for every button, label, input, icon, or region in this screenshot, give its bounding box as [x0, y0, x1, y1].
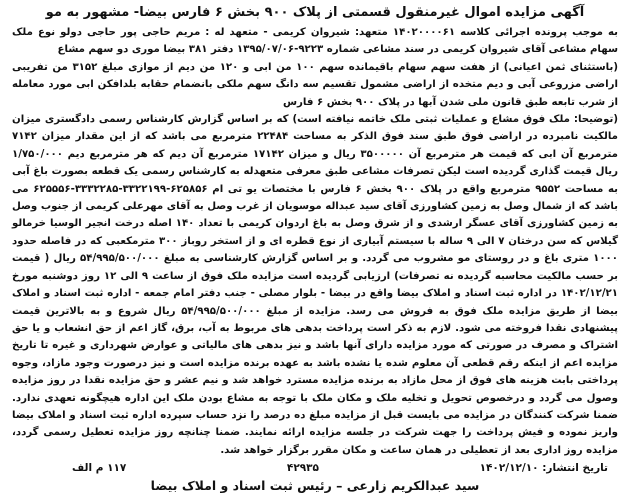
- notice-code: ۴۲۹۳۵: [286, 462, 319, 475]
- notice-paragraph-3: (توضیحا: ملک فوق مشاع و عملیات ثبتی ملک خاتمه نیافته است) که بر اساس گزارش کارشناس رسمی دادگستری میزان مالکیت نامبرده در اراضی فوق طبق سند فوق الذکر به مساحت ۲۲۴۸۴ مترمربع می باشد که از این مقدار میزان ۷۱۴۲ مترمربع آن ابی که قیمت هر مترمربع آن ۳۵۰۰۰۰۰ ریال و میزان ۱۷۱۴۲ مترمربع آن دیم که هر مترمربع دیم ۱/۷۵۰/۰۰۰ ریال قیمت گذاری گردیده است لیکن تصرفات مشاعی طبق معرفی متعهدله به کارشناس رسمی یک قطعه بصورت باغ آبی به مساحت ۹۵۵۲ مترمربع واقع در پلاک ۹۰۰ بخش ۶ فارس با مختصات یو تی ام ۶۲۵۸۵۶-۳۳۲۲۱۹۹-۳۳۳۲۲۸۵-۶۲۵۵۵۶ می باشد که از شمال وصل به زمین کشاورزی آقای سید عبداله موسویان از غرب وصل به آقای مهرعلی کریمی از جنوب وصل به زمین کشاورزی آقای عسگر ارشدی و از شرق وصل به باغ اردوان کریمی با تعداد ۱۴۰ اصله درخت انجیر الوسیا خرمالو گیلاس که سن درختان ۷ الی ۹ ساله با سیستم آبیاری از نوع قطره ای و از استخر روباز ۳۰۰ مترمکعبی که در فاصله حدود ۱۰۰۰ متری باغ و در روستای مو مشروب می گردد. و بر اساس گزارش کارشناسی به مبلغ ۵۴/۹۹۵/۵۰۰/۰۰۰ ریال ( قیمت بر حسب مالکیت محاسبه گردیده نه تصرفات) ارزیابی گردیده است مزایده ملک فوق از ساعت ۹ الی ۱۲ روز دوشنبه مورخ ۱۴۰۲/۱۲/۲۱ در اداره ثبت اسناد و املاک بیضا واقع در بیضا - بلوار مصلی - جنب دفتر امام جمعه - اداره ثبت اسناد و املاک بیضا از طریق مزایده ملک فوق به فروش می رسد. مزایده از مبلغ ۵۴/۹۹۵/۵۰۰/۰۰۰ ریال شروع و به بالاترین قیمت پیشنهادی نقدا فروخته می شود. لازم به ذکر است پرداخت بدهی های مربوط به آب، برق، گاز اعم از حق انشعاب و یا حق اشتراک و مصرف در صورتی که مورد مزایده دارای آنها باشد و نیز بدهی های مالیاتی و عوارض شهرداری و غیره تا تاریخ مزایده اعم از اینکه رقم قطعی آن معلوم شده یا نشده باشد به عهده برنده مزایده است و نیز درصورت وجود مازاد، وجوه پرداختی بابت هزینه های فوق از محل مازاد به برنده مزایده مسترد خواهد شد و نیم عشر و حق مزایده نقدا در روز مزایده وصول می گردد و درخصوص تحویل و تخلیه ملک و مکان ملک با توجه به مشاع بودن ملک این اداره هیچگونه تعهدی ندارد. ضمنا شرکت کنندگان در مزایده می بایست قبل از مزایده مبلغ ده درصد را نزد حساب سپرده اداره ثبت اسناد و املاک بیضا واریز نموده و فیش پرداخت را جهت شرکت در جلسه مزایده ارائه نمایند. ضمنا چنانچه روز مزایده تعطیل رسمی گردد، مزایده روز اداری بعد از تعطیلی در همان ساعت و مکان مقرر برگزار خواهد شد.: [12, 114, 619, 456]
- notice-ref: ۱۱۷ م الف: [72, 462, 127, 475]
- publish-date: تاریخ انتشار: ۱۴۰۲/۱۲/۱۰: [479, 462, 608, 475]
- notice-footer: [12, 460, 618, 476]
- notice-paragraph-1: به موجب پرونده اجرائی کلاسه ۱۴۰۲۰۰۰۰۶۱ متعهد: شیروان کریمی - متعهد له : مریم حاجی پور حاجی دولو نوع ملک سهام مشاعی آقای شیروان کریمی در سند مشاعی شماره ۹۲۲۳-۱۳۹۵/۰۷/۰۶ دفتر ۳۸۱ بیضا موری دو سهم مشاع: [12, 27, 618, 56]
- notice-body: [12, 24, 618, 459]
- signature: سید عبدالکریم زارعی – رئیس ثبت اسناد و املاک بیضا: [150, 478, 480, 494]
- notice-paragraph-2: (باستثنای ثمن اعیانی) از هفت سهم سهام باقیمانده سهم ۱۰۰ من ابی و ۱۲۰ من دیم از موازی مبلغ ۳۱۵۲ من تفریبی اراضی مزروعی آبی و دیم متخده از اراضی مشمول تقسیم سه دانگ سهم ملکی بانضمام حقابه بلدافکن ابی مورد معامله از شرب تابعه طبق قانون ملی شدن آبها در پلاک ۹۰۰ بخش ۶ فارس: [12, 61, 618, 108]
- notice-title: آگهی مزایده اموال غیرمنقول قسمتی از پلاک ۹۰۰ بخش ۶ فارس بیضا- مشهور به مو: [45, 5, 585, 20]
